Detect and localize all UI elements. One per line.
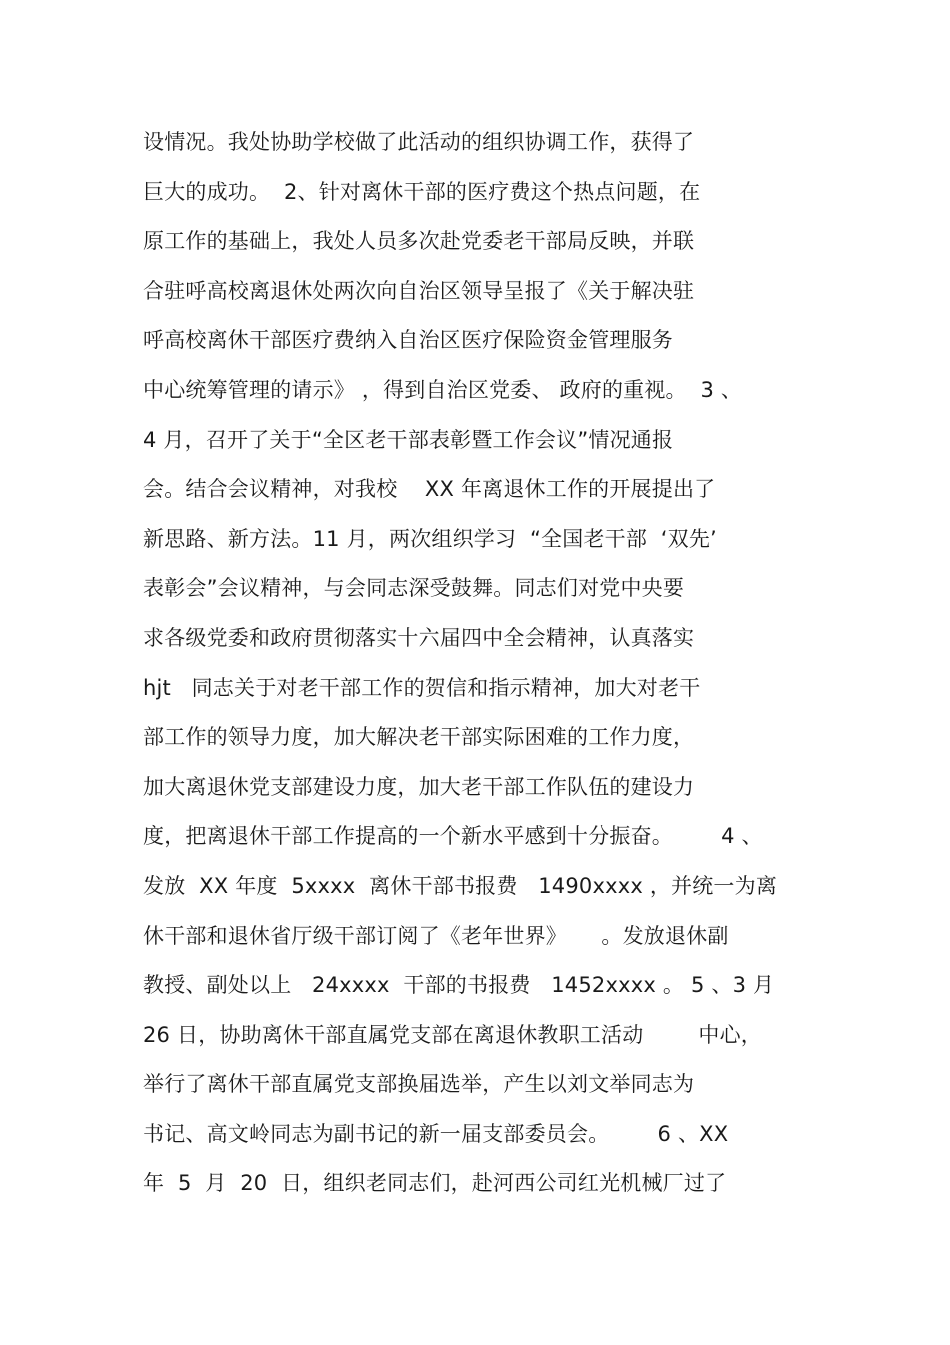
text-line: 4 月，召开了关于“全区老干部表彰暨工作会议”情况通报	[143, 427, 674, 452]
text-line: 会。结合会议精神，对我校 XX 年离退休工作的开展提出了	[143, 477, 716, 502]
text-line: 表彰会”会议精神，与会同志深受鼓舞。同志们对党中央要	[143, 576, 685, 601]
text-line: 巨大的成功。 2、针对离休干部的医疗费这个热点问题，在	[143, 179, 701, 204]
text-line: 呼高校离休干部医疗费纳入自治区医疗保险资金管理服务	[143, 328, 673, 353]
text-line: 举行了离休干部直属党支部换届选举，产生以刘文举同志为	[143, 1072, 695, 1097]
body-text	[143, 118, 833, 1209]
text-line: 教授、副处以上 24xxxx 干部的书报费 1452xxxx 。 5 、3 月	[143, 973, 775, 998]
text-line: 求各级党委和政府贯彻落实十六届四中全会精神，认真落实	[143, 625, 695, 650]
text-line: 原工作的基础上，我处人员多次赴党委老干部局反映，并联	[143, 229, 695, 254]
text-line: 合驻呼高校离退休处两次向自治区领导呈报了《关于解决驻	[143, 278, 695, 303]
text-line: 设情况。我处协助学校做了此活动的组织协调工作，获得了	[143, 130, 695, 154]
text-line: 26 日，协助离休干部直属党支部在离退休教职工活动 中心，	[143, 1022, 762, 1047]
text-line: 新思路、新方法。11 月，两次组织学习 “全国老干部 ‘双先’	[143, 526, 717, 551]
text-line: 年 5 月 20 日，组织老同志们，赴河西公司红光机械厂过了	[143, 1171, 727, 1196]
text-line: 度，把离退休干部工作提高的一个新水平感到十分振奋。 4 、	[143, 824, 763, 849]
text-line: 加大离退休党支部建设力度，加大老干部工作队伍的建设力	[143, 774, 695, 799]
text-line: 书记、高文岭同志为副书记的新一届支部委员会。 6 、XX	[143, 1121, 729, 1146]
text-line: 中心统筹管理的请示》 ，得到自治区党委、 政府的重视。 3 、	[143, 377, 743, 402]
text-line: 部工作的领导力度，加大解决老干部实际困难的工作力度，	[143, 725, 695, 750]
text-line: hjt 同志关于对老干部工作的贺信和指示精神，加大对老干	[143, 675, 701, 700]
text-line: 休干部和退休省厅级干部订阅了《老年世界》 。发放退休副	[143, 923, 729, 948]
text-line: 发放 XX 年度 5xxxx 离休干部书报费 1490xxxx ，并统一为离	[143, 873, 778, 898]
